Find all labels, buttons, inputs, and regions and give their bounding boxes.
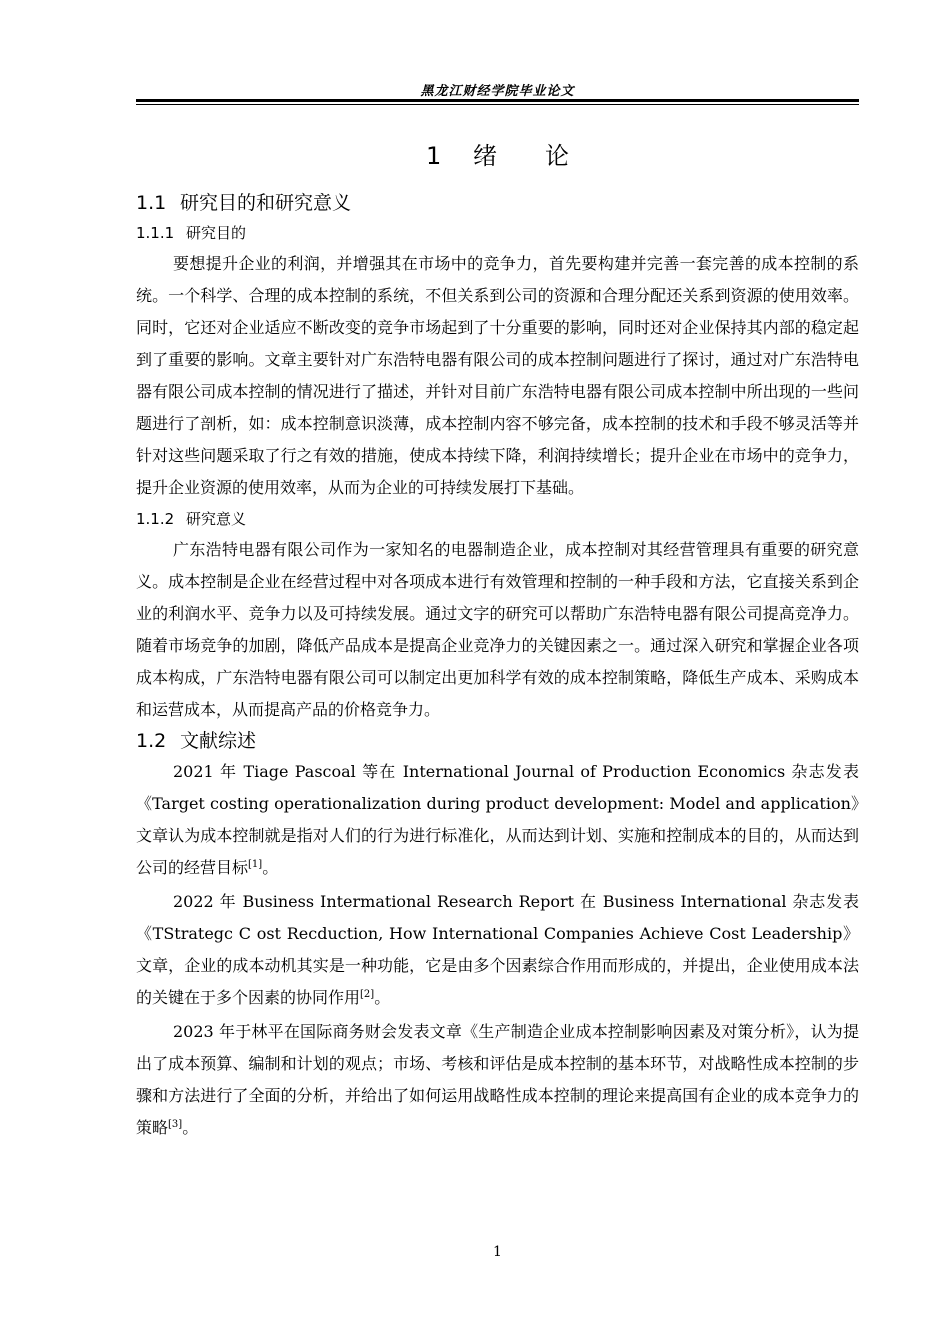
subsection-title: 研究目的 (186, 224, 247, 242)
section-title: 文献综述 (180, 730, 257, 752)
literature-paragraph (136, 1016, 859, 1144)
sentence-end: 。 (262, 858, 279, 877)
subsection-heading-1-1-1 (136, 220, 859, 246)
paragraph-research-purpose: 要想提升企业的利润，并增强其在市场中的竞争力，首先要构建并完善一套完善的成本控制的系统。一个科学、合理的成本控制的系统，不但关系到公司的资源和合理分配还关系到资源的使用效率。同时，它还对企业适应不断改变的竞争市场起到了十分重要的影响，同时还对企业保持其内部的稳定起到了重要的影响。文章主要针对广东浩特电器有限公司的成本控制问题进行了探讨，通过对广东浩特电器有限公司成本控制的情况进行了描述，并针对目前广东浩特电器有限公司成本控制中所出现的一些问题进行了剖析，如：成本控制意识淡薄，成本控制内容不够完备，成本控制的技术和手段不够灵活等并针对这些问题采取了行之有效的措施，使成本持续下降，利润持续增长；提升企业在市场中的竞争力，提升企业资源的使用效率，从而为企业的可持续发展打下基础。 (136, 254, 859, 497)
subsection-number: 1.1.2 (136, 510, 175, 528)
citation-marker: [3] (168, 1119, 183, 1130)
subsection-number: 1.1.1 (136, 224, 175, 242)
header-rule-thick (136, 99, 859, 102)
running-header: 黑龙江财经学院毕业论文 (420, 84, 575, 99)
section-number: 1.1 (136, 192, 167, 214)
section-number: 1.2 (136, 730, 167, 752)
citation-marker: [1] (248, 859, 263, 870)
section-heading-1-2 (136, 726, 859, 756)
paragraph-research-significance: 广东浩特电器有限公司作为一家知名的电器制造企业，成本控制对其经营管理具有重要的研究意义。成本控制是企业在经营过程中对各项成本进行有效管理和控制的一种手段和方法，它直接关系到企业的利润水平、竞争力以及可持续发展。通过文字的研究可以帮助广东浩特电器有限公司提高竞净力。随着市场竞争的加剧，降低产品成本是提高企业竞净力的关键因素之一。通过深入研究和掌握企业各项成本构成，广东浩特电器有限公司可以制定出更加科学有效的成本控制策略，降低生产成本、采购成本和运营成本，从而提高产品的价格竞争力。 (136, 540, 859, 719)
literature-text: 2022 年 Business Intermational Research Report 在 Business International 杂志发表《TStrategc C ost Recduction, How International Companies Achieve Cost Leadership》文章，企业的成本动机其实是一种功能，它是由多个因素综合作用而形成的，并提出，企业使用成本法的关键在于多个因素的协同作用 (136, 892, 860, 1007)
chapter-title: 1 绪 论 (426, 142, 569, 170)
header-rule-thin (136, 104, 859, 105)
literature-paragraph (136, 756, 859, 884)
page-number: 1 (493, 1244, 502, 1260)
body-content (136, 188, 859, 1144)
literature-text: 2023 年于林平在国际商务财会发表文章《生产制造企业成本控制影响因素及对策分析》，认为提出了成本预算、编制和计划的观点；市场、考核和评估是成本控制的基本环节，对战略性成本控制的步骤和方法进行了全面的分析，并给出了如何运用战略性成本控制的理论来提高国有企业的成本竞争力的策略 (136, 1022, 859, 1137)
section-heading-1-1 (136, 188, 859, 218)
subsection-heading-1-1-2 (136, 506, 859, 532)
literature-paragraph (136, 886, 859, 1014)
sentence-end: 。 (374, 988, 391, 1007)
literature-text: 2021 年 Tiage Pascoal 等在 International Journal of Production Economics 杂志发表《Target costing operationalization during product development: Model and application》文章认为成本控制就是指对人们的行为进行标准化，从而达到计划、实施和控制成本的目的，从而达到公司的经营目标 (136, 762, 859, 877)
citation-marker: [2] (360, 989, 375, 1000)
sentence-end: 。 (182, 1118, 199, 1137)
section-title: 研究目的和研究意义 (180, 192, 352, 214)
subsection-title: 研究意义 (186, 510, 247, 528)
